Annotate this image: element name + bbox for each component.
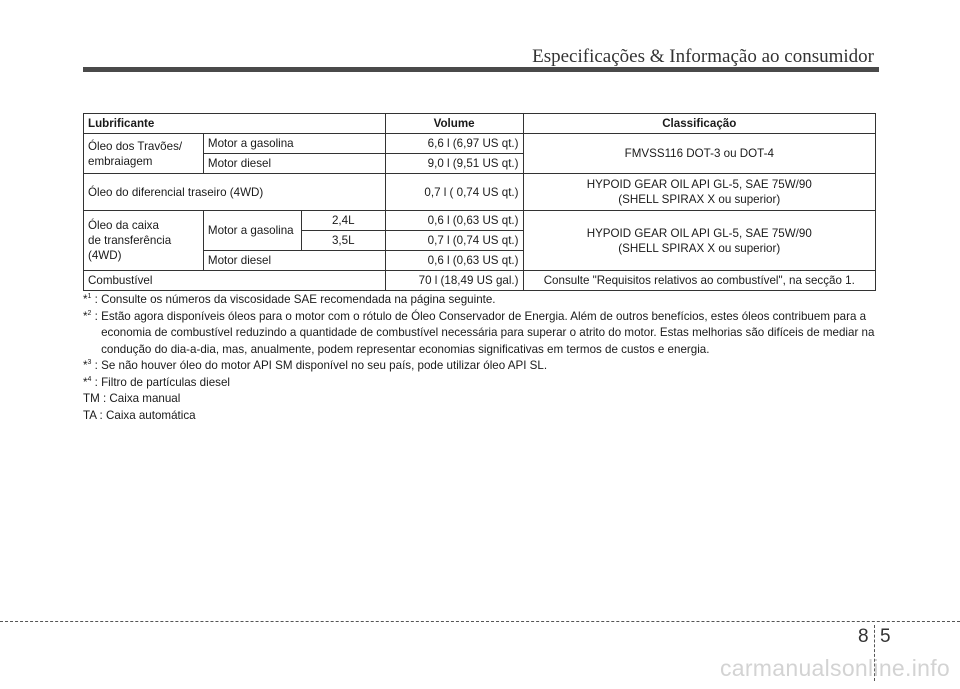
footnote-marker: *$^1$ : bbox=[83, 293, 102, 306]
transfer-class-line1: HYPOID GEAR OIL API GL-5, SAE 75W/90 bbox=[586, 226, 812, 240]
table-header-row bbox=[84, 114, 876, 134]
fuel-volume: 70 l (18,49 US gal.) bbox=[385, 271, 523, 291]
transfer-engine-35: 3,5L bbox=[301, 231, 385, 251]
transfer-engine-24: 2,4L bbox=[301, 211, 385, 231]
fuel-name: Combustível bbox=[84, 271, 386, 291]
table-row bbox=[84, 174, 876, 211]
footnote-marker: TM : bbox=[83, 392, 110, 405]
brake-diesel-volume: 9,0 l (9,51 US qt.) bbox=[385, 154, 523, 174]
transfer-volume-35: 0,7 l (0,74 US qt.) bbox=[385, 231, 523, 251]
footnote-text: Estão agora disponíveis óleos para o motor com o rótulo de Óleo Conservador de Energia. Além de outros benefícios, estes óleos contribuem para a economia de combustível reduzindo a quantidade de combustível necessária para superar o atrito do motor. Estas melhorias são difíceis de mediar na condução do dia-a-dia, mas, anualmente, podem representar economias significativas em termos de custos e energia. bbox=[101, 309, 875, 356]
transfer-name bbox=[84, 211, 204, 271]
footnote-text: Se não houver óleo do motor API SM disponível no seu país, pode utilizar óleo API SL. bbox=[101, 359, 548, 372]
rear-diff-name: Óleo do diferencial traseiro (4WD) bbox=[84, 174, 386, 211]
transfer-diesel-label: Motor diesel bbox=[203, 251, 385, 271]
header-rule bbox=[83, 67, 879, 72]
footnote-marker: *$^2$ : bbox=[83, 309, 102, 323]
footnote-marker: *$^3$ : bbox=[83, 359, 102, 372]
section-title: Especificações & Informação ao consumidor bbox=[532, 46, 874, 67]
rear-diff-volume: 0,7 l ( 0,74 US qt.) bbox=[385, 174, 523, 211]
header-classification: Classificação bbox=[523, 114, 875, 134]
footnote-2 bbox=[83, 309, 879, 359]
footnote-marker: TA : bbox=[83, 408, 106, 422]
brake-gas-volume: 6,6 l (6,97 US qt.) bbox=[385, 134, 523, 154]
rear-diff-class-line1: HYPOID GEAR OIL API GL-5, SAE 75W/90 bbox=[586, 178, 812, 191]
footnote-marker: *$^4$ : bbox=[83, 375, 102, 389]
table-row bbox=[84, 134, 876, 154]
footnote-tm bbox=[83, 391, 879, 408]
footnote-ta bbox=[83, 408, 879, 425]
transfer-gas-label: Motor a gasolina bbox=[203, 211, 301, 251]
header-volume: Volume bbox=[385, 114, 523, 134]
footnote-text: Caixa automática bbox=[106, 408, 196, 422]
brake-diesel-label: Motor diesel bbox=[203, 154, 385, 174]
brake-gas-label: Motor a gasolina bbox=[203, 134, 385, 154]
chapter-number: 8 bbox=[858, 626, 869, 647]
footnote-4 bbox=[83, 375, 879, 392]
transfer-class-line2: (SHELL SPIRAX X ou superior) bbox=[618, 241, 781, 255]
transfer-volume-24: 0,6 l (0,63 US qt.) bbox=[385, 211, 523, 231]
table-row bbox=[84, 271, 876, 291]
transfer-classification bbox=[523, 211, 875, 271]
brake-classification: FMVSS116 DOT-3 ou DOT-4 bbox=[523, 134, 875, 174]
footnote-text: Consulte os números da viscosidade SAE recomendada na página seguinte. bbox=[101, 293, 496, 306]
lubricant-table bbox=[83, 113, 876, 291]
brake-fluid-name: Óleo dos Travões/ embraiagem bbox=[84, 134, 204, 174]
transfer-name-line1: Óleo da caixa bbox=[88, 219, 159, 232]
watermark: carmanualsonline.info bbox=[719, 655, 950, 681]
header-lubricant: Lubrificante bbox=[84, 114, 386, 134]
transfer-name-line3: (4WD) bbox=[88, 249, 122, 262]
footer-rule bbox=[0, 621, 960, 622]
table-row bbox=[84, 211, 876, 231]
rear-diff-classification bbox=[523, 174, 875, 211]
fuel-classification: Consulte "Requisitos relativos ao combustível", na secção 1. bbox=[523, 271, 875, 291]
rear-diff-class-line2: (SHELL SPIRAX X ou superior) bbox=[618, 193, 781, 206]
transfer-name-line2: de transferência bbox=[88, 234, 172, 247]
footnote-3 bbox=[83, 358, 879, 375]
footnote-text: Filtro de partículas diesel bbox=[101, 375, 230, 389]
transfer-diesel-volume: 0,6 l (0,63 US qt.) bbox=[385, 251, 523, 271]
footnote-1 bbox=[83, 292, 879, 309]
footnotes bbox=[83, 292, 879, 424]
footnote-text: Caixa manual bbox=[109, 392, 181, 405]
page-number: 5 bbox=[880, 626, 891, 647]
